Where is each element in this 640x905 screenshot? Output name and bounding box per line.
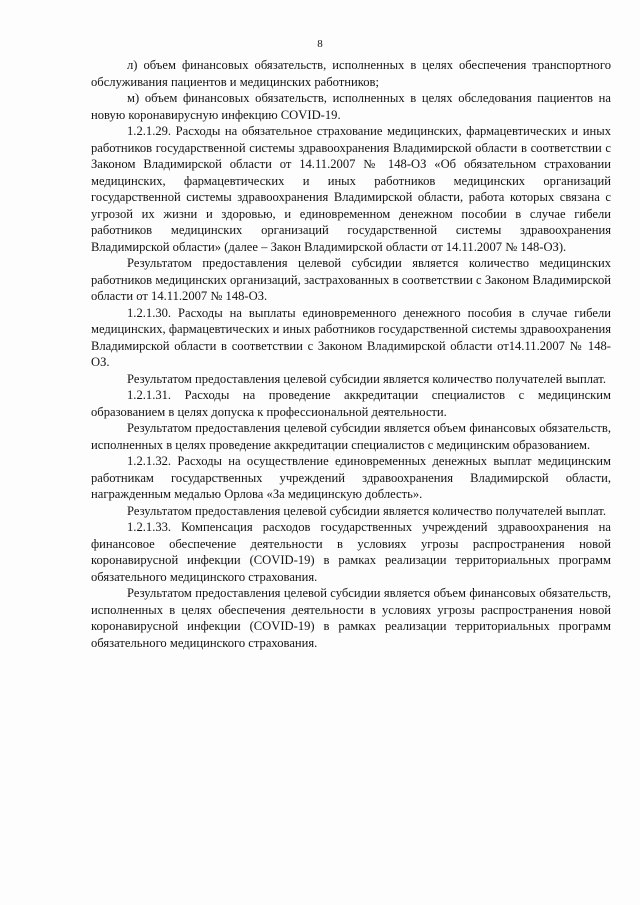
paragraph-result-1-2-1-30: Результатом предоставления целевой субсидии является количество получателей выплат.: [127, 371, 606, 386]
paragraph-result-1-2-1-31: Результатом предоставления целевой субсидии является объем финансовых обязательств, исполненных в целях проведение аккредитации специалистов с медицинским образованием.: [91, 421, 611, 452]
paragraph-1-2-1-33: 1.2.1.33. Компенсация расходов государственных учреждений здравоохранения на финансовое обеспечение деятельности в условиях угрозы распространения новой коронавирусной инфекции (COVID-19) в рамках реализации территориальных программ обязательного медицинского страхования.: [91, 520, 611, 584]
paragraph-1-2-1-31: 1.2.1.31. Расходы на проведение аккредитации специалистов с медицинским образованием в целях допуска к профессиональной деятельности.: [91, 388, 611, 419]
paragraph-result-1-2-1-32: Результатом предоставления целевой субсидии является количество получателей выплат.: [127, 503, 606, 518]
paragraph-1-2-1-32: 1.2.1.32. Расходы на осуществление единовременных денежных выплат медицинским работникам государственных учреждений здравоохранения Владимирской области, награжденным медалью Орлова «За медицинскую доблесть».: [91, 454, 611, 501]
paragraph-result-1-2-1-29: Результатом предоставления целевой субсидии является количество медицинских работников медицинских организаций, застрахованных в соответствии с Законом Владимирской области от 14.11.2007 № 148-ОЗ.: [91, 256, 611, 303]
paragraph-1-2-1-30: 1.2.1.30. Расходы на выплаты единовременного денежного пособия в случае гибели медицинских, фармацевтических и иных работников государственной системы здравоохранения Владимирской области в соответствии с Законом Владимирской области от14.11.2007 № 148-ОЗ.: [91, 305, 611, 369]
document-body: [91, 57, 611, 651]
paragraph-1-2-1-29: 1.2.1.29. Расходы на обязательное страхование медицинских, фармацевтических и иных работников государственной системы здравоохранения Владимирской области в соответствии с Законом Владимирской области от 14.11.2007 № 148-ОЗ «Об обязательном страховании медицинских, фармацевтических и иных работников медицинских организаций государственной системы здравоохранения Владимирской области, работа которых связана с угрозой их жизни и здоровью, и единовременном денежном пособии в случае гибели работников медицинских организаций государственной системы здравоохранения Владимирской области» (далее – Закон Владимирской области от 14.11.2007 № 148-ОЗ).: [91, 124, 611, 254]
page-number: 8: [317, 38, 323, 50]
paragraph-item-l: л) объем финансовых обязательств, исполненных в целях обеспечения транспортного обслуживания пациентов и медицинских работников;: [91, 58, 611, 89]
paragraph-result-1-2-1-33: Результатом предоставления целевой субсидии является объем финансовых обязательств, исполненных в целях обеспечения деятельности в условиях угрозы распространения новой коронавирусной инфекции (COVID-19) в рамках реализации территориальных программ обязательного медицинского страхования.: [91, 586, 611, 650]
paragraph-item-m: м) объем финансовых обязательств, исполненных в целях обследования пациентов на новую коронавирусную инфекцию COVID-19.: [91, 91, 611, 122]
